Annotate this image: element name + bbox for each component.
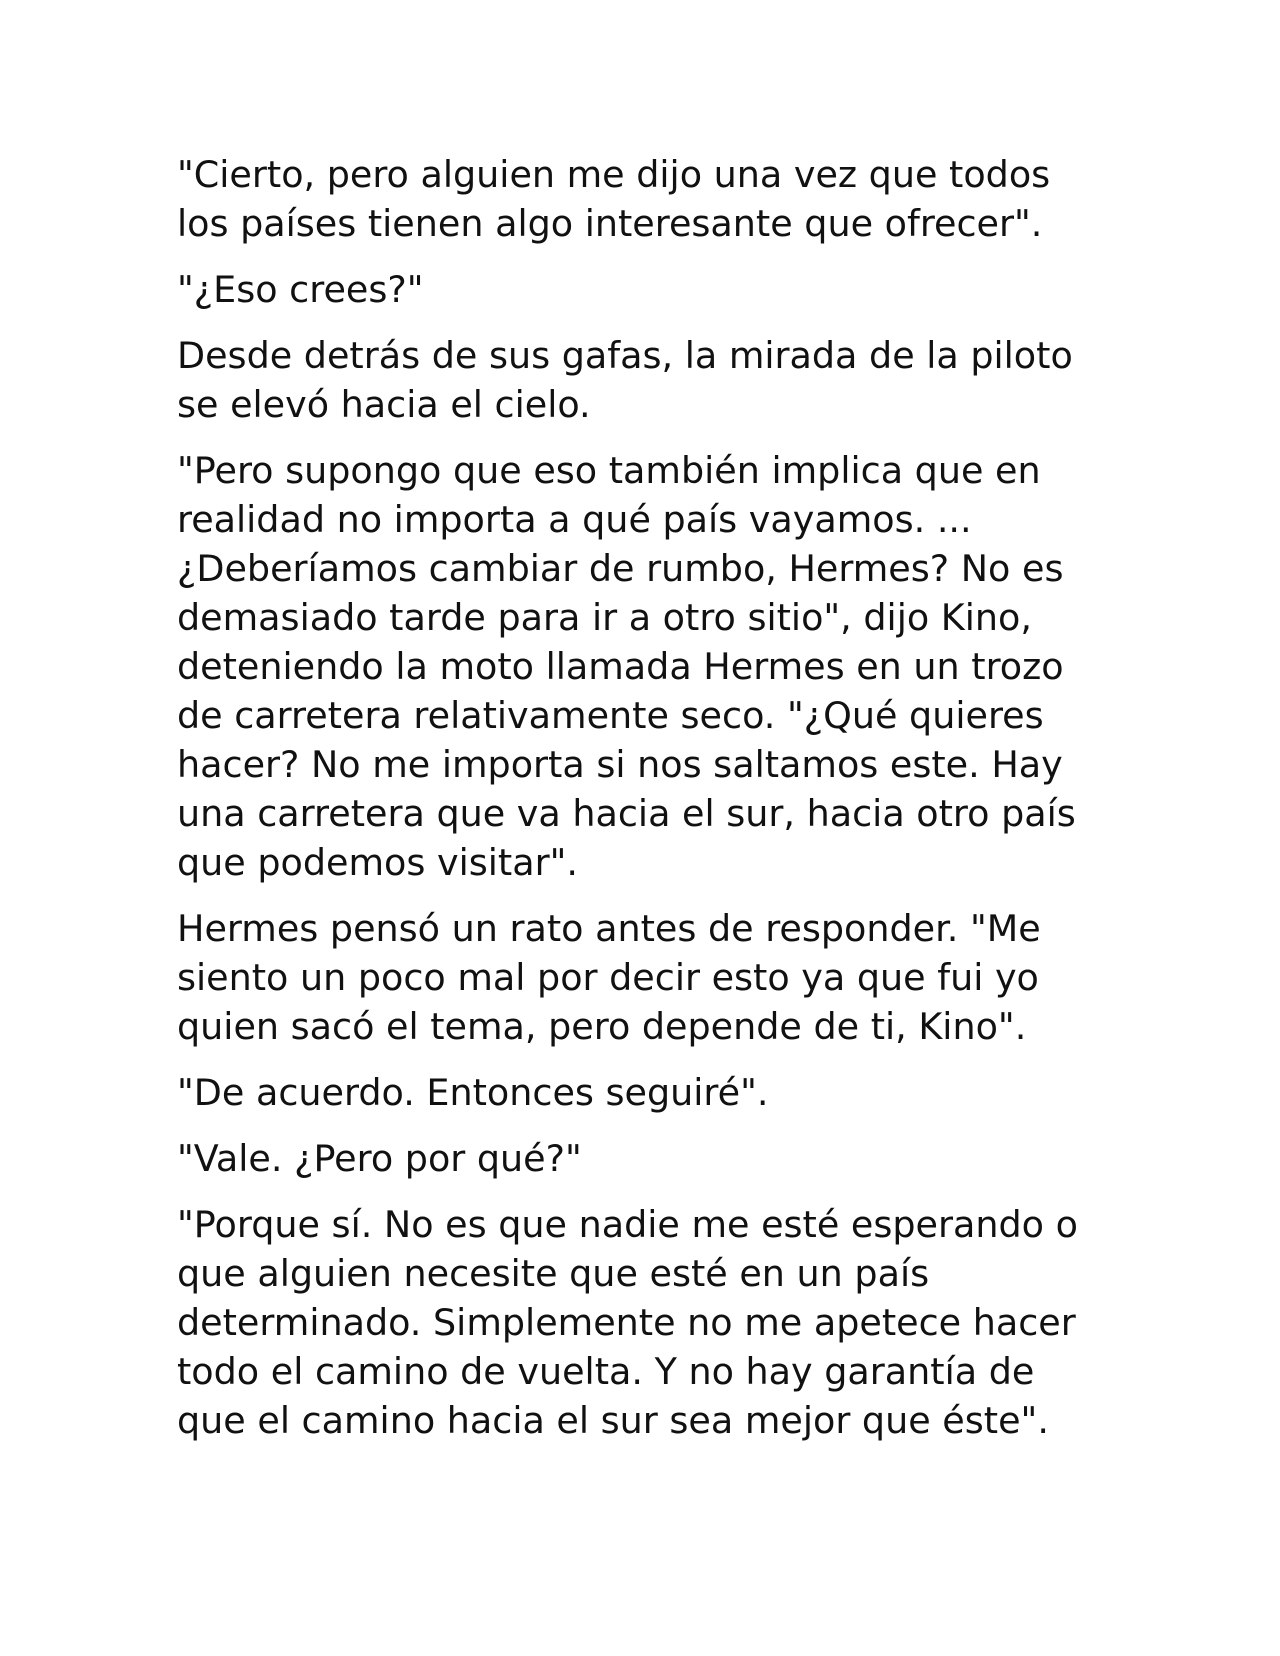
- text-body: [177, 150, 1107, 1462]
- paragraph: "¿Eso crees?": [177, 268, 424, 311]
- paragraph: Desde detrás de sus gafas, la mirada de la piloto se elevó hacia el cielo.: [177, 334, 1073, 426]
- paragraph: "Cierto, pero alguien me dijo una vez que todos los países tienen algo interesante que ofrecer".: [177, 153, 1051, 245]
- paragraph: "Porque sí. No es que nadie me esté esperando o que alguien necesite que esté en un país determinado. Simplemente no me apetece hacer todo el camino de vuelta. Y no hay garantía de que el camino hacia el sur sea mejor que éste".: [177, 1203, 1078, 1442]
- paragraph: "Pero supongo que eso también implica que en realidad no importa a qué país vayamos. ...¿Deberíamos cambiar de rumbo, Hermes? No es demasiado tarde para ir a otro sitio", dijo Kino, deteniendo la moto llamada Hermes en un trozo de carretera relativamente seco. "¿Qué quieres hacer? No me importa si nos saltamos este. Hay una carretera que va hacia el sur, hacia otro país que podemos visitar".: [177, 449, 1076, 884]
- paragraph: "Vale. ¿Pero por qué?": [177, 1137, 582, 1180]
- paragraph: "De acuerdo. Entonces seguiré".: [177, 1071, 769, 1114]
- paragraph: Hermes pensó un rato antes de responder. "Me siento un poco mal por decir esto ya que fui yo quien sacó el tema, pero depende de ti, Kino".: [177, 907, 1041, 1048]
